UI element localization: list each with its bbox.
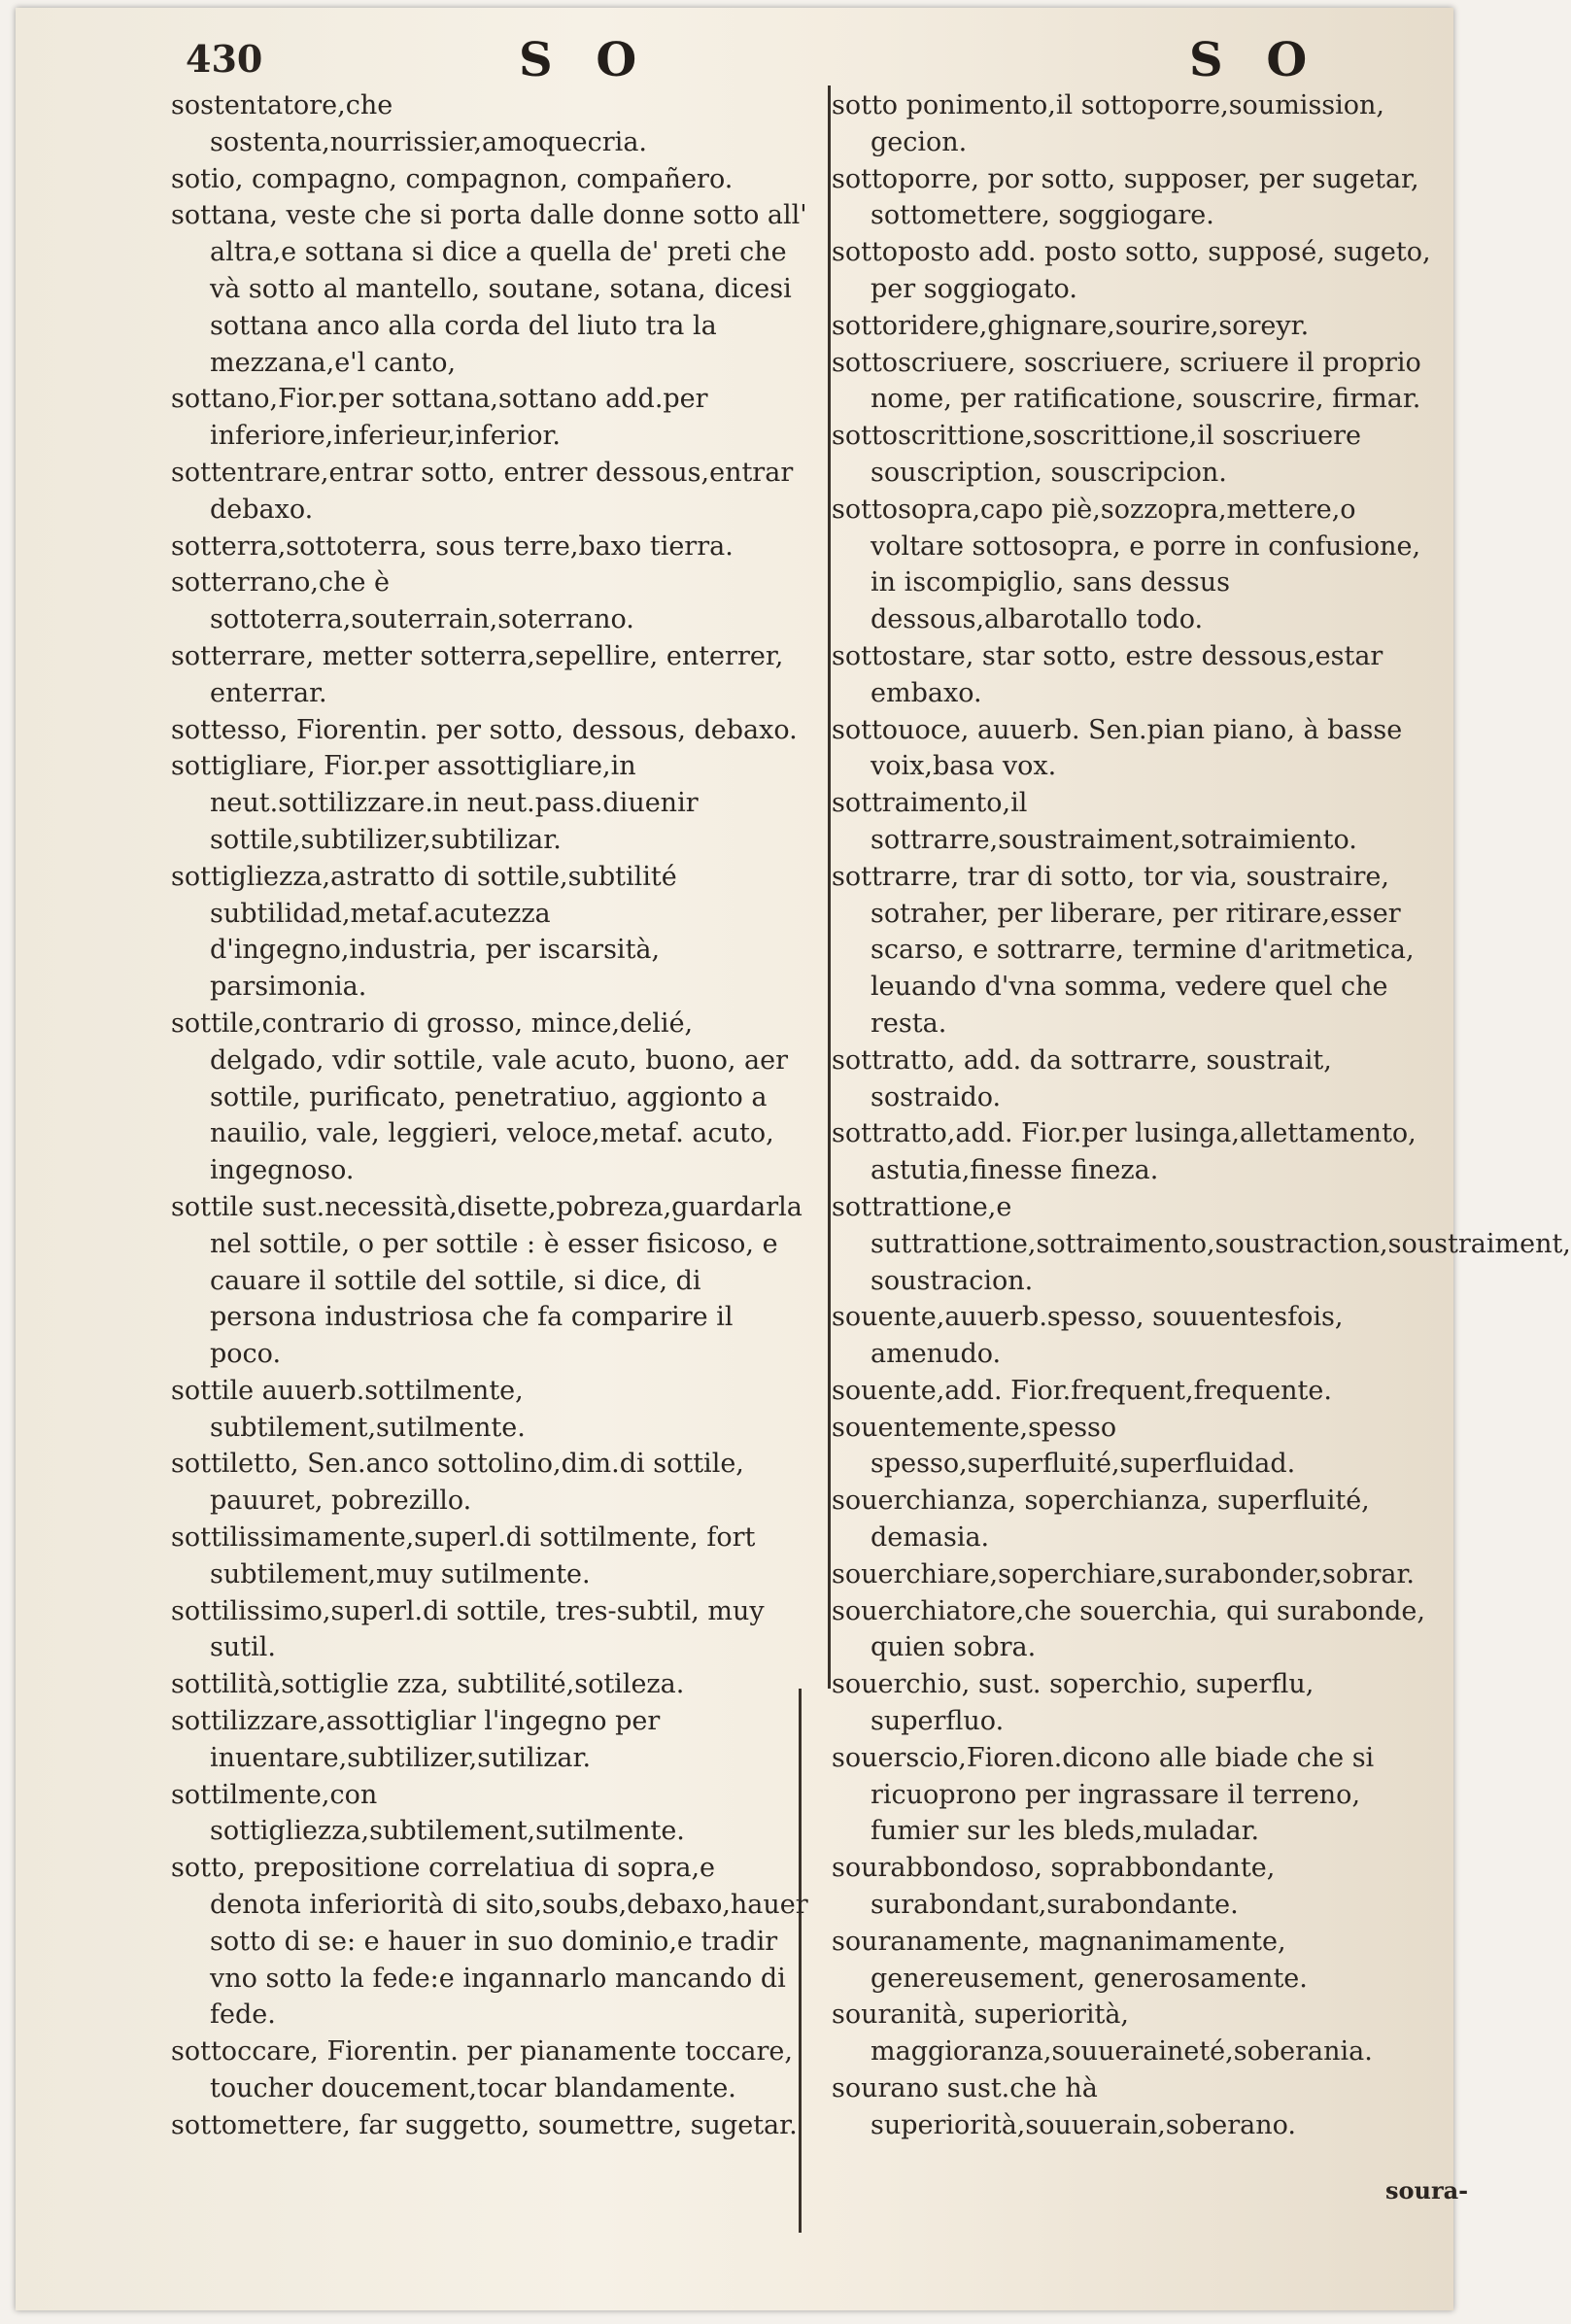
page-number: 430 [186,37,263,81]
dictionary-entry: souerchianza, soperchianza, superfluité, demasia. [832,1486,1370,1554]
dictionary-entry: sottostare, star sotto, estre dessous,estar embaxo. [832,640,1383,708]
dictionary-entry: sottoscriuere, soscriuere, scriuere il proprio nome, per ratificatione, souscrire, firmar. [832,347,1421,415]
dictionary-entry: sottouoce, auuerb. Sen.pian piano, à basse voix,basa vox. [832,714,1403,782]
dictionary-entry: souente,auuerb.spesso, souuentesfois, amenudo. [832,1302,1344,1370]
dictionary-entry: sotto ponimento,il sottoporre,soumission, gecion. [832,90,1385,157]
dictionary-entry: souerscio,Fioren.dicono alle biade che si ricuoprono per ingrassare il terreno, fumier sur les bleds,muladar. [832,1742,1375,1847]
dictionary-entry: sotio, compagno, compagnon, compañero. [171,163,734,194]
dictionary-entry: sottile auuerb.sottilmente, subtilement,sutilmente. [171,1375,526,1443]
catchword: soura- [1385,2176,1469,2204]
dictionary-entry: souente,add. Fior.frequent,frequente. [832,1375,1332,1406]
dictionary-entry: souerchio, sust. soperchio, superflu, superfluo. [832,1669,1315,1737]
dictionary-entry: sostentatore,che sostenta,nourrissier,amoquecria. [171,90,647,157]
right-column [832,87,1571,2144]
dictionary-entry: sottilizzare,assottigliar l'ingegno per inuentare,subtilizer,sutilizar. [171,1706,661,1773]
dictionary-entry: sottile,contrario di grosso, mince,delié, delgado, vdir sottile, vale acuto, buono, aer sottile, purificato, penetratiuo, aggionto a nauilio, vale, leggieri, veloce,metaf. acuto, ingegnoso. [171,1008,789,1186]
book-page [16,8,1571,2310]
dictionary-entry: sottano,Fior.per sottana,sottano add.per inferiore,inferieur,inferior. [171,384,708,452]
dictionary-entry: sottrattione,e suttrattione,sottraimento,soustraction,soustraiment, soustracion. [832,1191,1571,1296]
left-column [171,87,812,2144]
dictionary-entry: sotterra,sottoterra, sous terre,baxo tierra. [171,530,734,562]
dictionary-entry: sourabbondoso, soprabbondante, surabondant,surabondante. [832,1853,1276,1921]
dictionary-entry: sottomettere, far suggetto, soumettre, sugetar. [171,2109,798,2140]
dictionary-entry: sotterrare, metter sotterra,sepellire, enterrer, enterrar. [171,640,784,708]
running-header-left: S O [519,33,651,87]
dictionary-entry: sourano sust.che hà superiorità,souuerain,soberano. [832,2073,1296,2140]
dictionary-entry: sottana, veste che si porta dalle donne sotto all' altra,e sottana si dice a quella de' preti che và sotto al mantello, soutane, sotana, dicesi sottana anco alla corda del liuto tra la mezzana,e'l canto, [171,200,807,378]
dictionary-entry: souentemente,spesso spesso,superfluité,superfluidad. [832,1412,1296,1480]
dictionary-entry: sottilità,sottiglie zza, subtilité,sotileza. [171,1669,685,1700]
dictionary-entry: sottraimento,il sottrarre,soustraiment,sotraimiento. [832,788,1357,855]
dictionary-entry: sottigliezza,astratto di sottile,subtilité subtilidad,metaf.acutezza d'ingegno,industria, per iscarsità, parsimonia. [171,861,677,1003]
dictionary-entry: sottrarre, trar di sotto, tor via, soustraire, sotraher, per liberare, per ritirare,esser scarso, e sottrarre, termine d'aritmetica, leuando d'vna somma, vedere quel che resta. [832,861,1415,1039]
dictionary-entry: sottoridere,ghignare,sourire,soreyr. [832,310,1310,341]
dictionary-entry: sottesso, Fiorentin. per sotto, dessous, debaxo. [171,714,798,745]
dictionary-entry: sottilissimo,superl.di sottile, tres-subtil, muy sutil. [171,1595,765,1663]
dictionary-entry: sottratto,add. Fior.per lusinga,allettamento, astutia,finesse fineza. [832,1118,1417,1186]
running-header-right: S O [1189,33,1321,87]
dictionary-entry: souranità, superiorità, maggioranza,souueraineté,soberania. [832,1999,1373,2068]
dictionary-entry: souerchiatore,che souerchia, qui surabonde, quien sobra. [832,1595,1425,1663]
dictionary-entry: sotto, prepositione correlatiua di sopra,e denota inferiorità di sito,soubs,debaxo,hauer sotto di se: e hauer in suo dominio,e tradir vno sotto la fede:e ingannarlo mancando di fede. [171,1853,808,2031]
dictionary-entry: sottile sust.necessità,disette,pobreza,guardarla nel sottile, o per sottile : è esser fisicoso, e cauare il sottile del sottile, si dice, di persona industriosa che fa comparire il poco. [171,1191,803,1370]
dictionary-entry: sotterrano,che è sottoterra,souterrain,soterrano. [171,567,634,635]
dictionary-entry: sottoccare, Fiorentin. per pianamente toccare, toucher doucement,tocar blandamente. [171,2036,793,2104]
dictionary-entry: sottoposto add. posto sotto, supposé, sugeto, per soggiogato. [832,237,1431,304]
dictionary-entry: sottiletto, Sen.anco sottolino,dim.di sottile, pauuret, pobrezillo. [171,1449,744,1517]
dictionary-entry: sottentrare,entrar sotto, entrer dessous,entrar debaxo. [171,457,794,525]
column-rule [828,85,831,1689]
dictionary-entry: sottilissimamente,superl.di sottilmente, fort subtilement,muy sutilmente. [171,1522,756,1589]
dictionary-entry: sottratto, add. da sottrarre, soustrait, sostraido. [832,1044,1332,1112]
dictionary-entry: sottigliare, Fior.per assottigliare,in neut.sottilizzare.in neut.pass.diuenir sottile,subtilizer,subtilizar. [171,751,699,855]
dictionary-entry: sottoscrittione,soscrittione,il soscriuere souscription, souscripcion. [832,421,1362,488]
dictionary-entry: sottoporre, por sotto, supposer, per sugetar, sottomettere, soggiogare. [832,163,1419,231]
dictionary-entry: souerchiare,soperchiare,surabonder,sobrar. [832,1558,1415,1589]
dictionary-entry: sottilmente,con sottigliezza,subtilement,sutilmente. [171,1779,685,1847]
dictionary-entry: souranamente, magnanimamente, genereusement, generosamente. [832,1926,1308,1994]
dictionary-entry: sottosopra,capo piè,sozzopra,mettere,o voltare sottosopra, e porre in confusione, in iscompiglio, sans dessus dessous,albarotallo todo. [832,494,1421,635]
